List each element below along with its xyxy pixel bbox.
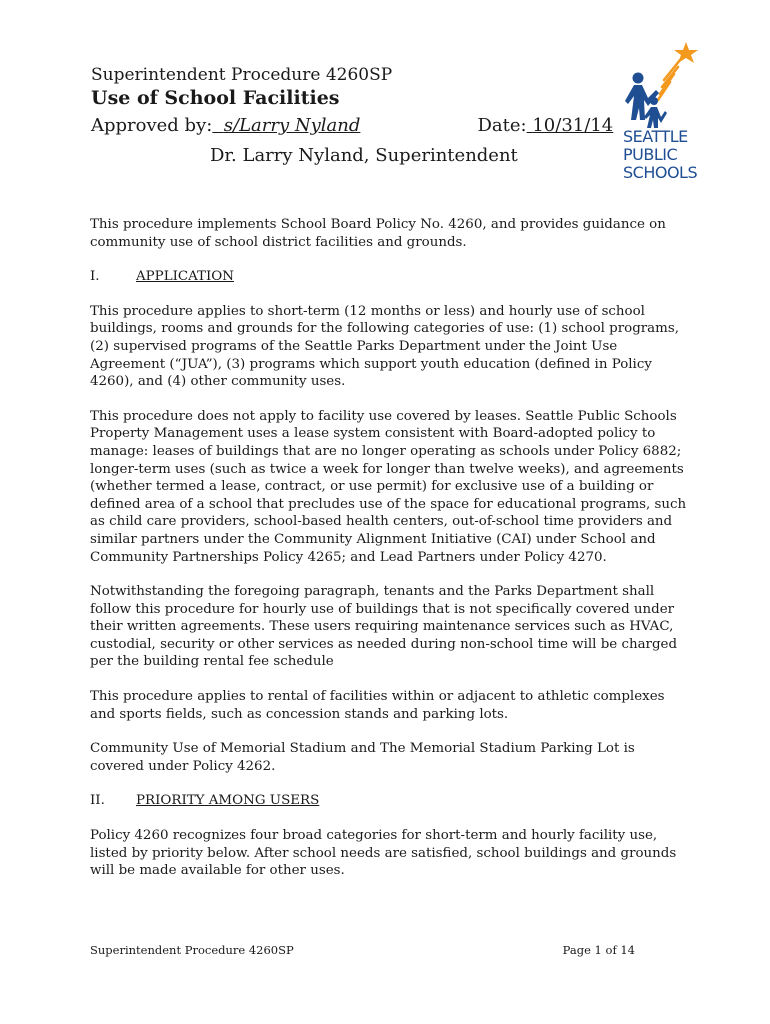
intro-paragraph: This procedure implements School Board Policy No. 4260, and provides guidance on community use of school district facilities and grounds. bbox=[90, 217, 666, 250]
approved-label: Approved by: bbox=[91, 115, 213, 136]
section1-paragraph: Notwithstanding the foregoing paragraph, tenants and the Parks Department shall follow this procedure for hourly use of buildings that is not specifically covered under their written agreements. These users requiring maintenance services such as HVAC, custodial, security or other services as needed during non-school time will be charged per the building rental fee schedule bbox=[90, 584, 678, 670]
document-title: Use of School Facilities bbox=[91, 87, 340, 109]
section-number: I. bbox=[90, 269, 100, 285]
section1-paragraph: This procedure does not apply to facility use covered by leases. Seattle Public Schools Property Management uses a lease system consistent with Board-adopted policy to manage: leases of buildings that are no longer operating as schools under Policy 6882; longer-term uses (such as twice a week for longer than twelve weeks), and agreements (whether termed a lease, contract, or use permit) for exclusive use of a building or defined area of a school that precludes use of the space for educational programs, such as child care providers, school-based health centers, out-of-school time providers and similar partners under the Community Alignment Initiative (CAI) under School and Community Partnerships Policy 4265; and Lead Partners under Policy 4270. bbox=[90, 408, 687, 565]
document-header bbox=[91, 64, 614, 168]
logo-line-3: SCHOOLS bbox=[623, 163, 698, 182]
star-icon bbox=[674, 42, 698, 63]
logo-line-2: PUBLIC bbox=[623, 145, 678, 164]
page-number: Page 1 of 14 bbox=[562, 943, 635, 957]
section-heading-application bbox=[90, 268, 690, 286]
procedure-number: Superintendent Procedure 4260SP bbox=[91, 65, 393, 85]
section-title: PRIORITY AMONG USERS bbox=[136, 793, 320, 809]
approval-line bbox=[91, 114, 614, 138]
document-body bbox=[90, 216, 690, 897]
section1-paragraph: Community Use of Memorial Stadium and The Memorial Stadium Parking Lot is covered under Policy 4262. bbox=[90, 741, 635, 774]
section1-paragraph: This procedure applies to rental of facilities within or adjacent to athletic complexes and sports fields, such as concession stands and parking lots. bbox=[90, 689, 665, 722]
section-title: APPLICATION bbox=[136, 269, 234, 285]
approved-signature: s/Larry Nyland bbox=[223, 115, 361, 136]
date-value-underline bbox=[527, 115, 614, 136]
figures-icon bbox=[625, 73, 667, 129]
logo-wordmark bbox=[623, 128, 703, 182]
signature-underline bbox=[212, 115, 223, 136]
section-heading-priority bbox=[90, 792, 690, 810]
superintendent-name: Dr. Larry Nyland, Superintendent bbox=[210, 145, 518, 166]
date-label: Date: bbox=[477, 115, 527, 136]
logo-line-1: SEATTLE bbox=[623, 127, 688, 146]
section2-paragraph: Policy 4260 recognizes four broad categories for short-term and hourly facility use, listed by priority below. After school needs are satisfied, school buildings and grounds will be made available for other uses. bbox=[90, 828, 677, 879]
rays-icon bbox=[658, 60, 680, 100]
date-value: 10/31/14 bbox=[532, 115, 614, 136]
section1-paragraph: This procedure applies to short-term (12 months or less) and hourly use of school buildings, rooms and grounds for the following categories of use: (1) school programs, (2) supervised programs of the Seattle Parks Department under the Joint Use Agreement (“JUA”), (3) programs which support youth education (defined in Policy 4260), and (4) other community uses. bbox=[90, 303, 679, 390]
section-number: II. bbox=[90, 793, 105, 809]
footer-procedure: Superintendent Procedure 4260SP bbox=[90, 943, 294, 957]
